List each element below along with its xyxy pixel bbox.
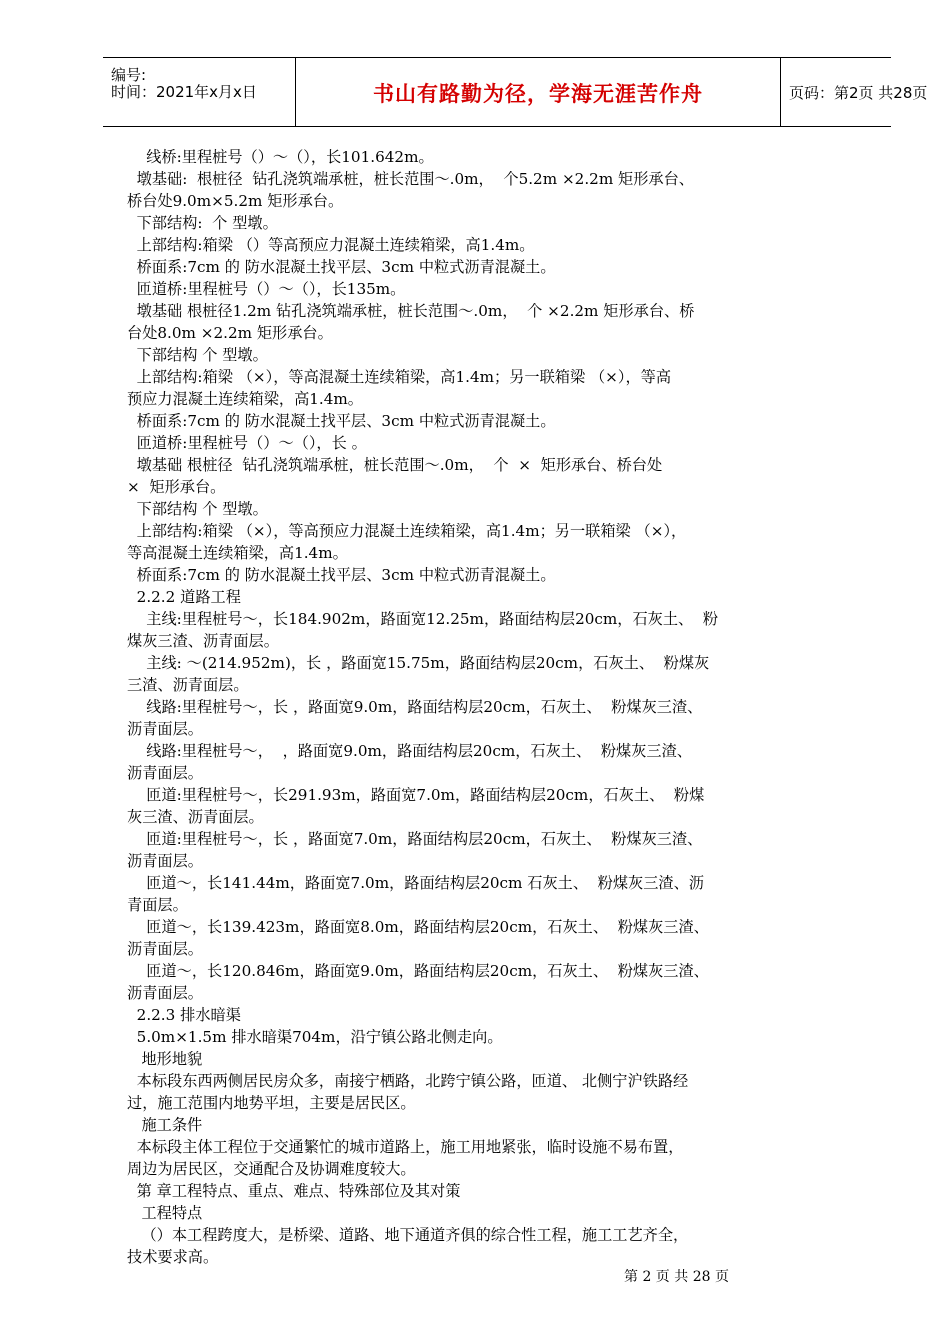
- text-line: 下部结构 个 型墩。: [127, 346, 268, 364]
- header-middle-cell: [295, 58, 781, 126]
- text-line: × 矩形承台。: [127, 478, 226, 496]
- text-line: 墩基础 根桩径1.2m 钻孔浇筑端承桩，桩长范围～.0m， 个 ×2.2m 矩形承台、桥: [127, 302, 695, 320]
- text-line: 匝道～，长120.846m，路面宽9.0m，路面结构层20cm，石灰土、 粉煤灰三渣、: [127, 962, 709, 980]
- text-line: 技术要求高。: [127, 1248, 219, 1266]
- text-line: 2.2.2 道路工程: [127, 588, 241, 606]
- text-line: 下部结构 个 型墩。: [127, 500, 268, 518]
- text-line: 墩基础: 根桩径 钻孔浇筑端承桩，桩长范围～.0m， 个5.2m ×2.2m 矩形承台、: [127, 170, 694, 188]
- text-line: 第 章工程特点、重点、难点、特殊部位及其对策: [127, 1182, 461, 1200]
- text-line: 桥台处9.0m×5.2m 矩形承台。: [127, 192, 344, 210]
- document-time-label: 时间：2021年x月x日: [111, 83, 257, 101]
- document-number-label: 编号:: [111, 66, 147, 84]
- text-line: 5.0m×1.5m 排水暗渠704m，沿宁镇公路北侧走向。: [127, 1028, 503, 1046]
- text-line: 沥青面层。: [127, 764, 203, 782]
- text-line: 三渣、沥青面层。: [127, 676, 249, 694]
- text-line: 上部结构:箱梁 （×），等高混凝土连续箱梁，高1.4m；另一联箱梁 （×），等高: [127, 368, 672, 386]
- text-line: 桥面系:7cm 的 防水混凝土找平层、3cm 中粒式沥青混凝土。: [127, 412, 556, 430]
- text-line: 沥青面层。: [127, 720, 203, 738]
- text-line: 周边为居民区，交通配合及协调难度较大。: [127, 1160, 416, 1178]
- text-line: 预应力混凝土连续箱梁，高1.4m。: [127, 390, 363, 408]
- text-line: 2.2.3 排水暗渠: [127, 1006, 241, 1024]
- document-body: [127, 146, 872, 1268]
- text-line: 上部结构:箱梁 （×），等高预应力混凝土连续箱梁，高1.4m；另一联箱梁 （×），: [127, 522, 687, 540]
- text-line: 台处8.0m ×2.2m 矩形承台。: [127, 324, 333, 342]
- header-motto: 书山有路勤为径，学海无涯苦作舟: [373, 82, 703, 106]
- text-line: 匝道:里程桩号～，长291.93m，路面宽7.0m，路面结构层20cm，石灰土、 粉煤: [127, 786, 705, 804]
- text-line: （）本工程跨度大，是桥梁、道路、地下通道齐俱的综合性工程，施工工艺齐全，: [127, 1226, 689, 1244]
- text-line: 沥青面层。: [127, 984, 203, 1002]
- text-line: 本标段东西两侧居民房众多，南接宁栖路，北跨宁镇公路，匝道、 北侧宁沪铁路经: [127, 1072, 689, 1090]
- text-line: 墩基础 根桩径 钻孔浇筑端承桩，桩长范围～.0m， 个 × 矩形承台、桥台处: [127, 456, 663, 474]
- header-right-cell: [780, 58, 950, 126]
- text-line: 线路:里程桩号～，长 ，路面宽9.0m，路面结构层20cm，石灰土、 粉煤灰三渣、: [127, 698, 703, 716]
- text-line: 桥面系:7cm 的 防水混凝土找平层、3cm 中粒式沥青混凝土。: [127, 566, 556, 584]
- text-line: 沥青面层。: [127, 940, 203, 958]
- text-line: 匝道:里程桩号～，长 ，路面宽7.0m，路面结构层20cm，石灰土、 粉煤灰三渣、: [127, 830, 703, 848]
- text-line: 桥面系:7cm 的 防水混凝土找平层、3cm 中粒式沥青混凝土。: [127, 258, 556, 276]
- text-line: 匝道桥:里程桩号（）～（），长135m。: [127, 280, 406, 298]
- text-line: 沥青面层。: [127, 852, 203, 870]
- text-line: 下部结构: 个 型墩。: [127, 214, 278, 232]
- text-line: 施工条件: [127, 1116, 203, 1134]
- text-line: 主线:里程桩号～，长184.902m，路面宽12.25m，路面结构层20cm，石灰土、 粉: [127, 610, 719, 628]
- text-line: 过，施工范围内地势平坦，主要是居民区。: [127, 1094, 416, 1112]
- text-line: 灰三渣、沥青面层。: [127, 808, 264, 826]
- text-line: 线路:里程桩号～， ，路面宽9.0m，路面结构层20cm，石灰土、 粉煤灰三渣、: [127, 742, 692, 760]
- text-line: 本标段主体工程位于交通繁忙的城市道路上，施工用地紧张，临时设施不易布置，: [127, 1138, 684, 1156]
- page-info: 页码：第2页 共28页: [789, 84, 928, 102]
- text-line: 上部结构:箱梁 （）等高预应力混凝土连续箱梁，高1.4m。: [127, 236, 535, 254]
- text-line: 工程特点: [127, 1204, 203, 1222]
- text-line: 等高混凝土连续箱梁，高1.4m。: [127, 544, 348, 562]
- text-line: 匝道桥:里程桩号（）～（），长 。: [127, 434, 367, 452]
- header-table: [103, 57, 928, 127]
- page-footer: 第 2 页 共 28 页: [624, 1269, 729, 1285]
- text-line: 青面层。: [127, 896, 188, 914]
- text-line: 煤灰三渣、沥青面层。: [127, 632, 279, 650]
- text-line: 线桥:里程桩号（）～（），长101.642m。: [127, 148, 434, 166]
- text-line: 匝道～，长139.423m，路面宽8.0m，路面结构层20cm，石灰土、 粉煤灰三渣、: [127, 918, 709, 936]
- text-line: 主线: ～(214.952m)，长 ，路面宽15.75m，路面结构层20cm，石灰土、 粉煤灰: [127, 654, 710, 672]
- text-line: 匝道～，长141.44m，路面宽7.0m，路面结构层20cm 石灰土、 粉煤灰三渣、沥: [127, 874, 704, 892]
- header-left-cell: [103, 58, 295, 126]
- text-line: 地形地貌: [127, 1050, 203, 1068]
